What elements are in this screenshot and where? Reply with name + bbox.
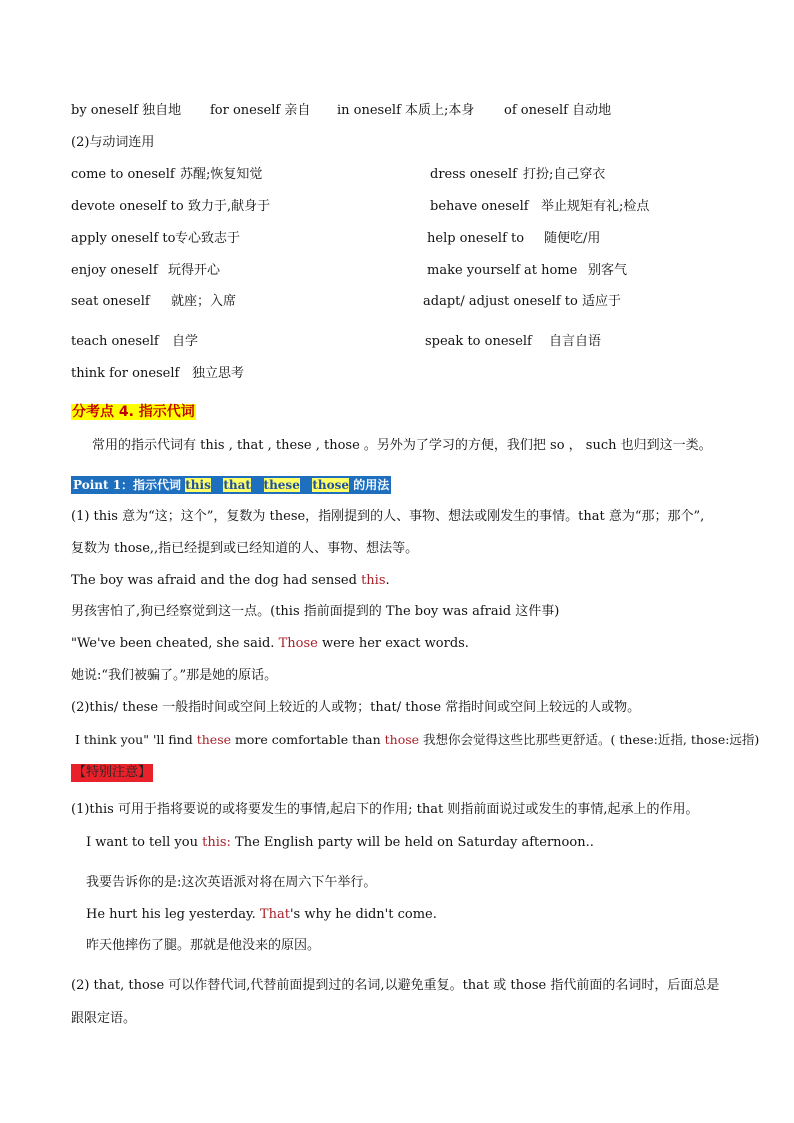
section-intro: 常用的指示代词有 this , that , these , those 。另外为了学习的方便，我们把 so ， such 也归到这一类。 xyxy=(92,438,712,453)
phrase-right-zh: 举止规矩有礼;检点 xyxy=(541,199,650,214)
phrase-left-zh: 玩得开心 xyxy=(168,263,221,278)
phrase-right-zh: 自言自语 xyxy=(549,334,602,349)
example-text: He hurt his leg yesterday. xyxy=(86,907,260,922)
subtitle-verbs: (2)与动词连用 xyxy=(71,135,155,150)
example-highlight: these xyxy=(196,732,232,747)
example-highlight: those xyxy=(384,732,420,747)
phrase-en: of oneself xyxy=(504,103,568,118)
example-4-translation: 我要告诉你的是:这次英语派对将在周六下午举行。 xyxy=(86,875,377,890)
example-2 xyxy=(71,635,469,653)
phrase-left-zh: 自学 xyxy=(172,334,199,349)
phrase-right-en: help oneself to xyxy=(427,231,525,246)
phrase-right-en: make yourself at home xyxy=(427,263,578,278)
point1-heading xyxy=(71,476,391,494)
phrase-left-en: enjoy oneself xyxy=(71,263,158,278)
phrase-left-zh: 就座；入席 xyxy=(171,294,237,309)
phrase-left-en: devote oneself to xyxy=(71,199,184,214)
phrase-left-zh: 苏醒;恢复知觉 xyxy=(180,167,263,182)
phrase-left-zh: 致力于,献身于 xyxy=(188,199,271,214)
example-5-translation: 昨天他摔伤了腿。那就是他没来的原因。 xyxy=(86,938,321,953)
note-2-line1: (2) that, those 可以作替代词,代替前面提到过的名词,以避免重复。that 或 those 指代前面的名词时，后面总是 xyxy=(71,978,720,993)
example-text: 's why he didn't come. xyxy=(289,907,437,922)
point1-suffix: 的用法 xyxy=(349,478,390,492)
example-text: more comfortable than xyxy=(231,732,385,747)
phrase-of-oneself xyxy=(504,102,611,120)
p2-line: (2)this/ these 一般指时间或空间上较近的人或物；that/ those 常指时间或空间上较远的人或物。 xyxy=(71,700,641,715)
example-highlight: That xyxy=(259,907,290,922)
example-4 xyxy=(86,834,594,852)
example-text: I think you" 'll find xyxy=(75,732,197,747)
example-text: I want to tell you xyxy=(86,835,203,850)
example-5 xyxy=(86,906,437,924)
phrase-right-en: adapt/ adjust oneself to xyxy=(423,294,578,309)
example-text: "We've been cheated, she said. xyxy=(71,636,279,651)
phrase-left-zh: 独立思考 xyxy=(192,366,245,381)
phrase-right-en: speak to oneself xyxy=(425,334,532,349)
point1-word-this: this xyxy=(185,478,211,492)
phrase-left-en: seat oneself xyxy=(71,294,150,309)
phrase-right-zh: 打扮;自己穿衣 xyxy=(523,167,606,182)
example-text: 我想你会觉得这些比那些更舒适。( these:近指, those:远指) xyxy=(419,732,760,747)
phrase-left-en: apply oneself to xyxy=(71,231,176,246)
phrase-right-en: dress oneself xyxy=(430,167,517,182)
phrase-zh: 自动地 xyxy=(572,103,612,118)
section-heading xyxy=(71,403,196,422)
example-2-translation: 她说:“我们被骗了。”那是她的原话。 xyxy=(71,668,278,683)
point1-word-these: these xyxy=(263,478,300,492)
phrase-left-en: think for oneself xyxy=(71,366,180,381)
point1-word-those: those xyxy=(312,478,350,492)
phrase-left-zh: 专心致志于 xyxy=(175,231,241,246)
phrase-right-en: behave oneself xyxy=(430,199,529,214)
phrase-zh: 独自地 xyxy=(142,103,182,118)
phrase-right-zh: 适应于 xyxy=(582,294,622,309)
phrase-by-oneself xyxy=(71,102,181,120)
phrase-zh: 本质上;本身 xyxy=(405,103,475,118)
phrase-zh: 亲自 xyxy=(284,103,311,118)
example-1-translation: 男孩害怕了,狗已经察觉到这一点。(this 指前面提到的 The boy was afraid 这件事) xyxy=(71,604,560,619)
note-1-line: (1)this 可用于指将要说的或将要发生的事情,起启下的作用; that 则指前面说过或发生的事情,起承上的作用。 xyxy=(71,802,699,817)
example-text: were her exact words. xyxy=(317,636,469,651)
phrase-en: in oneself xyxy=(337,103,401,118)
phrase-en: by oneself xyxy=(71,103,139,118)
phrase-right-zh: 随便吃/用 xyxy=(544,231,601,246)
section-title: 分考点 4. 指示代词 xyxy=(72,404,195,420)
special-note-tag: 【特别注意】 xyxy=(73,765,152,780)
p1-line1: (1) this 意为“这；这个”，复数为 these，指刚提到的人、事物、想法或刚发生的事情。that 意为“那；那个”, xyxy=(71,509,705,524)
phrase-en: for oneself xyxy=(210,103,281,118)
point1-prefix: Point 1：指示代词 xyxy=(73,478,186,492)
note-2-line2: 跟限定语。 xyxy=(71,1011,137,1026)
example-text: The English party will be held on Saturday afternoon.. xyxy=(230,835,594,850)
p1-line2: 复数为 those,,指已经提到或已经知道的人、事物、想法等。 xyxy=(71,541,419,556)
example-text: The boy was afraid and the dog had sensed xyxy=(71,573,362,588)
example-highlight: this xyxy=(361,573,386,588)
phrase-right-zh: 别客气 xyxy=(588,263,628,278)
example-text: . xyxy=(385,573,390,588)
point1-word-that: that xyxy=(223,478,251,492)
phrase-left-en: teach oneself xyxy=(71,334,159,349)
example-3 xyxy=(75,731,759,749)
phrase-left-en: come to oneself xyxy=(71,167,175,182)
phrase-for-oneself xyxy=(210,102,310,120)
example-highlight: Those xyxy=(278,636,318,651)
phrase-in-oneself xyxy=(337,102,474,120)
example-1 xyxy=(71,572,390,590)
example-highlight: this: xyxy=(202,835,231,850)
